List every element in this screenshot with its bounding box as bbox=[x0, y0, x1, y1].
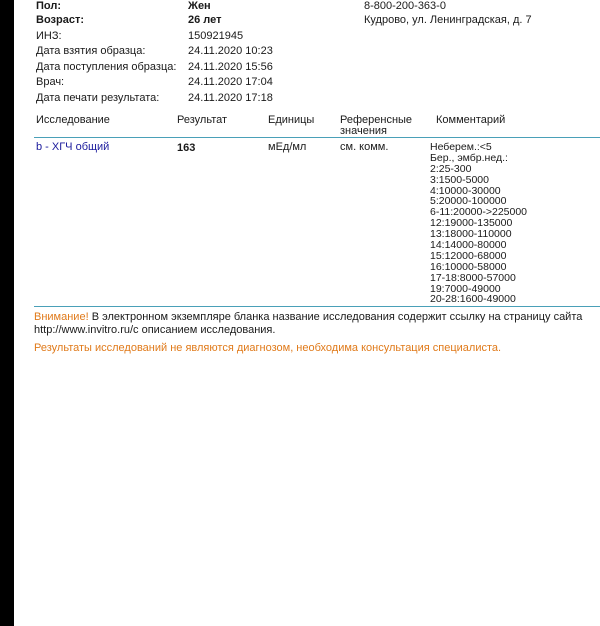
print-date-label: Дата печати результата: bbox=[36, 92, 160, 104]
doctor-value: 24.11.2020 17:04 bbox=[188, 76, 273, 88]
result-value: 163 bbox=[177, 142, 196, 154]
sample-received-value: 24.11.2020 15:56 bbox=[188, 61, 273, 73]
header-test: Исследование bbox=[36, 114, 110, 126]
print-date-value: 24.11.2020 17:18 bbox=[188, 92, 273, 104]
doctor-label: Врач: bbox=[36, 76, 65, 88]
test-name-link[interactable]: b - ХГЧ общий bbox=[36, 141, 110, 153]
comment-line: 15:12000-68000 bbox=[430, 249, 507, 262]
lab-address: Кудрово, ул. Ленинградская, д. 7 bbox=[364, 14, 532, 26]
sample-taken-value: 24.11.2020 10:23 bbox=[188, 45, 273, 57]
sample-taken-label: Дата взятия образца: bbox=[36, 45, 146, 57]
comment-line: 3:1500-5000 bbox=[430, 173, 489, 186]
comment-line: 16:10000-58000 bbox=[430, 260, 507, 273]
row-rule bbox=[34, 306, 600, 307]
header-comment: Комментарий bbox=[436, 114, 506, 126]
comment-list bbox=[430, 142, 527, 305]
comment-line: 19:7000-49000 bbox=[430, 282, 501, 295]
comment-line: 14:14000-80000 bbox=[430, 239, 507, 252]
sex-value: Жен bbox=[188, 0, 211, 12]
header-reference-line2: значения bbox=[340, 125, 388, 137]
comment-line: 6-11:20000->225000 bbox=[430, 206, 528, 219]
sex-label: Пол: bbox=[36, 0, 62, 12]
header-reference-line1: Референсные bbox=[340, 114, 413, 126]
age-label: Возраст: bbox=[36, 14, 84, 26]
lab-phone: 8-800-200-363-0 bbox=[364, 0, 446, 12]
invitro-link[interactable]: http://www.invitro.ru/ bbox=[34, 324, 134, 336]
attention-note bbox=[34, 311, 594, 337]
attention-label: Внимание! bbox=[34, 311, 89, 323]
header-reference bbox=[340, 115, 412, 137]
header-units: Единицы bbox=[268, 114, 315, 126]
disclaimer: Результаты исследований не являются диагнозом, необходима консультация специалиста. bbox=[34, 342, 502, 354]
comment-line: Неберем.:<5 bbox=[430, 141, 492, 153]
inz-value: 150921945 bbox=[188, 30, 244, 42]
header-rule bbox=[34, 137, 600, 138]
comment-line: 13:18000-110000 bbox=[430, 228, 512, 241]
attention-text: В электронном экземпляре бланка название исследования содержит ссылку на страницу сайта bbox=[88, 311, 583, 323]
reference-value: см. комм. bbox=[340, 141, 389, 153]
comment-line: 2:25-300 bbox=[430, 162, 472, 175]
result-document bbox=[14, 0, 600, 626]
comment-line: 17-18:8000-57000 bbox=[430, 271, 516, 284]
comment-line: Бер., эмбр.нед.: bbox=[430, 151, 508, 164]
comment-line: 12:19000-135000 bbox=[430, 217, 513, 230]
inz-label: ИНЗ: bbox=[36, 30, 62, 42]
header-result: Результат bbox=[177, 114, 228, 126]
sample-received-label: Дата поступления образца: bbox=[36, 61, 177, 73]
comment-line: 20-28:1600-49000 bbox=[430, 293, 516, 306]
result-units: мЕд/мл bbox=[268, 141, 307, 153]
age-value: 26 лет bbox=[188, 14, 222, 26]
comment-line: 4:10000-30000 bbox=[430, 184, 501, 197]
comment-line: 5:20000-100000 bbox=[430, 195, 507, 208]
attention-tail: с описанием исследования. bbox=[133, 324, 276, 336]
